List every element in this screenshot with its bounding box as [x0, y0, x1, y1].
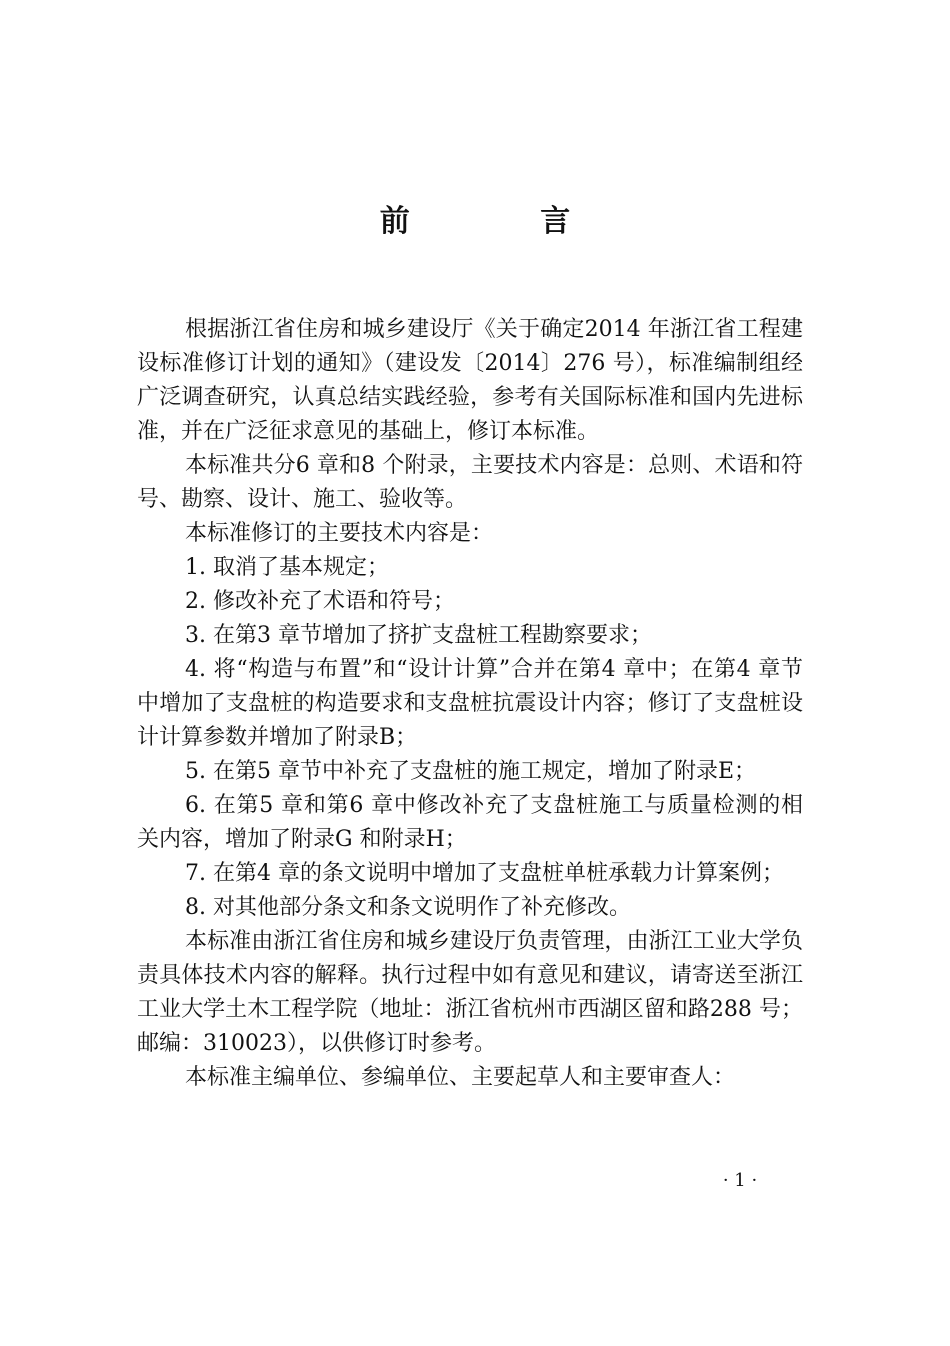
- list-item: 8. 对其他部分条文和条文说明作了补充修改。: [185, 895, 631, 920]
- preface-body: [137, 313, 803, 1095]
- paragraph-authors-intro: 本标准主编单位、参编单位、主要起草人和主要审查人：: [185, 1065, 736, 1090]
- list-item: 4. 将“构造与布置”和“设计计算”合并在第4 章中；在第4 章节中增加了支盘桩的构造要求和支盘桩抗震设计内容；修订了支盘桩设计计算参数并增加了附录B；: [137, 657, 803, 750]
- paragraph-revision-intro: 本标准修订的主要技术内容是：: [185, 521, 494, 546]
- list-item: 1. 取消了基本规定；: [185, 555, 389, 580]
- list-item: 5. 在第5 章节中补充了支盘桩的施工规定，增加了附录E；: [185, 759, 757, 784]
- page-title: 前 言: [379, 204, 631, 239]
- list-item: 7. 在第4 章的条文说明中增加了支盘桩单桩承载力计算案例；: [185, 861, 784, 886]
- paragraph-management: 本标准由浙江省住房和城乡建设厅负责管理，由浙江工业大学负责具体技术内容的解释。执行过程中如有意见和建议，请寄送至浙江工业大学土木工程学院（地址：浙江省杭州市西湖区留和路288 号；邮编：310023），以供修订时参考。: [137, 929, 803, 1056]
- paragraph-structure: 本标准共分6 章和8 个附录，主要技术内容是：总则、术语和符号、勘察、设计、施工、验收等。: [137, 453, 803, 512]
- list-item: 3. 在第3 章节增加了挤扩支盘桩工程勘察要求；: [185, 623, 652, 648]
- page-number: · 1 ·: [722, 1170, 758, 1191]
- list-item: 2. 修改补充了术语和符号；: [185, 589, 455, 614]
- paragraph-basis: 根据浙江省住房和城乡建设厅《关于确定2014 年浙江省工程建设标准修订计划的通知》（建设发〔2014〕276 号），标准编制组经广泛调查研究，认真总结实践经验，参考有关国际标准和国内先进标准，并在广泛征求意见的基础上，修订本标准。: [137, 317, 803, 444]
- list-item: 6. 在第5 章和第6 章中修改补充了支盘桩施工与质量检测的相关内容，增加了附录G 和附录H；: [137, 793, 803, 852]
